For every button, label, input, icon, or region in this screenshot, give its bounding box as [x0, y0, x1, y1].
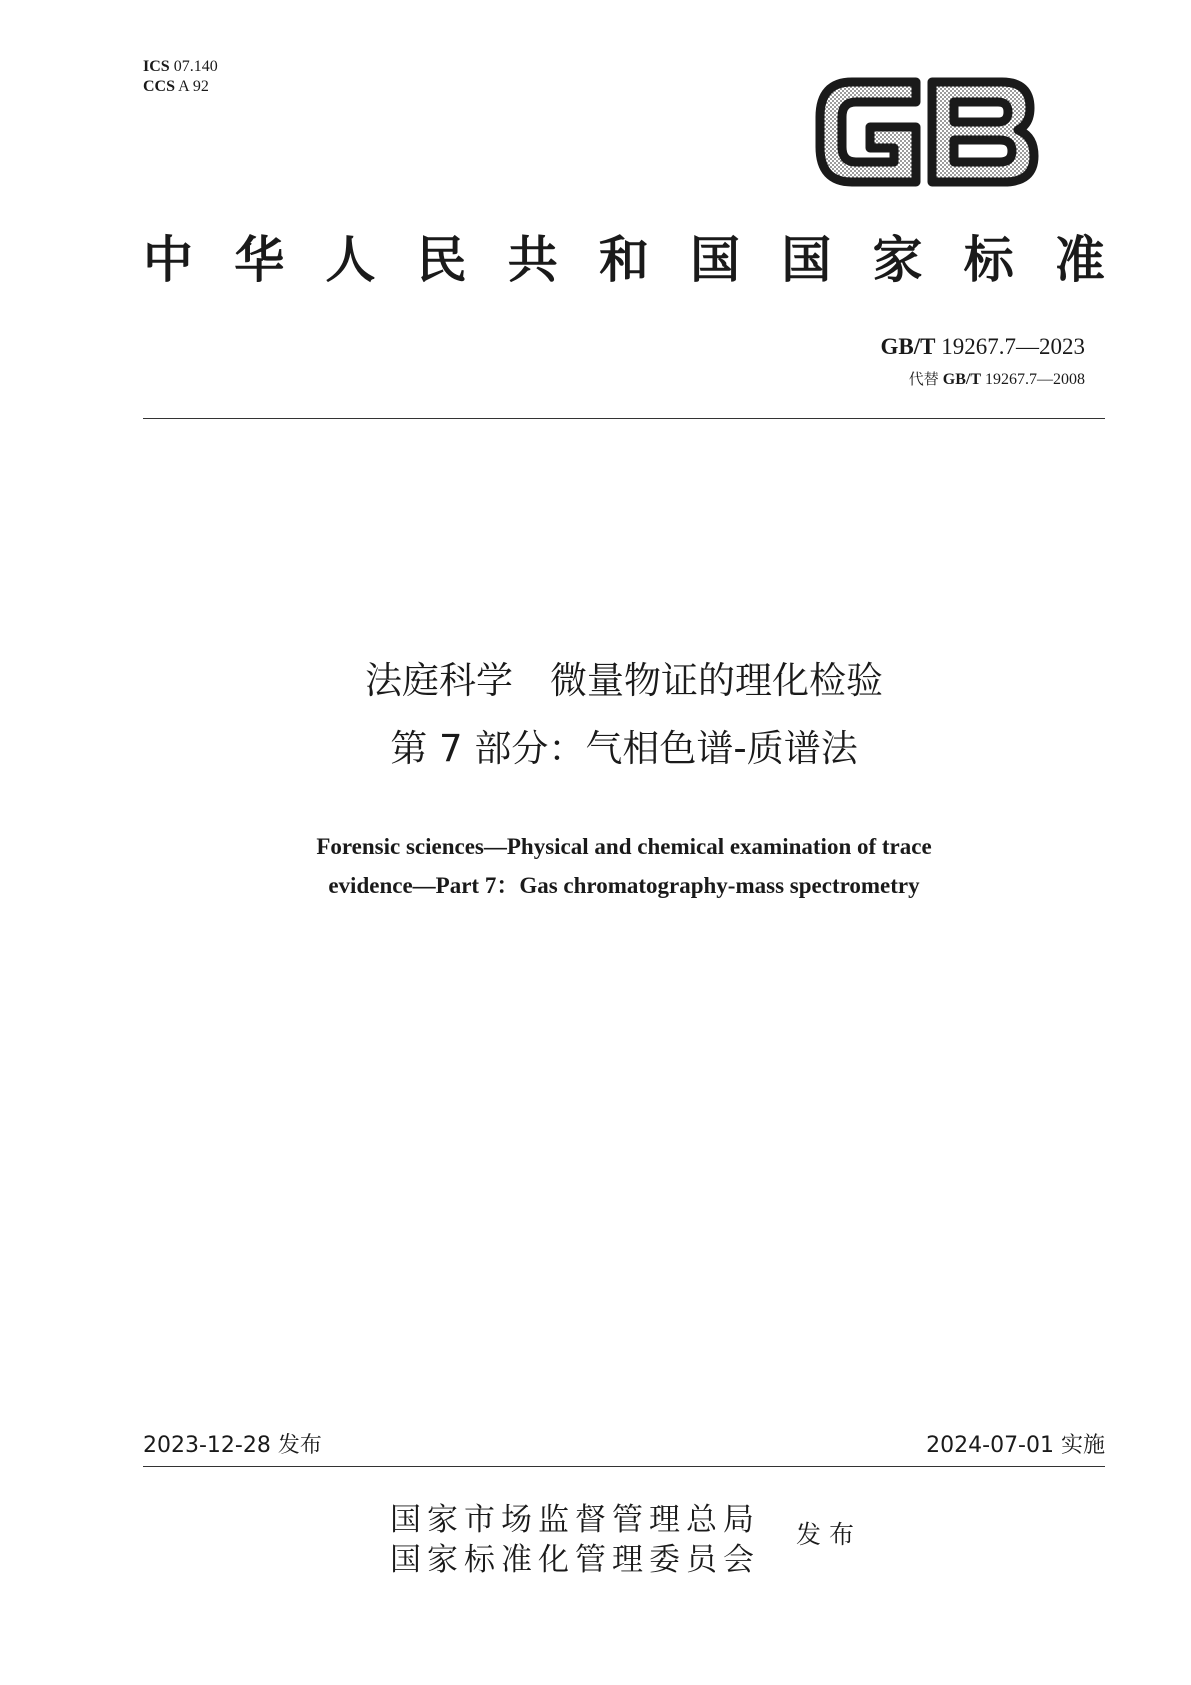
- ccs-label: CCS: [143, 78, 176, 95]
- heading-char: 人: [325, 230, 376, 289]
- ics-code: [143, 57, 218, 77]
- title-cn-line1: 法庭科学 微量物证的理化检验: [365, 659, 883, 702]
- ccs-code: [143, 77, 218, 97]
- title-cn-line2: 第 7 部分：气相色谱-质谱法: [390, 727, 858, 770]
- heading-char: 国: [690, 230, 741, 289]
- issuer-line1: 国家市场监督管理总局: [390, 1502, 760, 1538]
- issue-date: 2023-12-28 发布: [143, 1433, 322, 1458]
- issuing-authorities: [390, 1500, 760, 1580]
- heading-char: 和: [598, 230, 649, 289]
- heading-char: 国: [781, 230, 832, 289]
- effective-date: 2024-07-01 实施: [926, 1433, 1105, 1458]
- gb-logo-b: [932, 82, 1034, 182]
- ics-value: 07.140: [173, 58, 218, 75]
- standard-number: [881, 333, 1085, 361]
- publish-label: 发布: [796, 1520, 863, 1549]
- header-divider: [143, 418, 1105, 419]
- title-en-line1: Forensic sciences—Physical and chemical examination of trace: [316, 834, 932, 859]
- replaces-label: 代替: [908, 370, 939, 388]
- heading-char: 标: [963, 230, 1014, 289]
- ics-label: ICS: [143, 58, 170, 75]
- issuer-line2: 国家标准化管理委员会: [390, 1542, 760, 1578]
- footer-divider: [143, 1466, 1105, 1467]
- gb-logo-g: [820, 82, 916, 182]
- gb-logo: [812, 72, 1042, 192]
- title-en-line2: evidence—Part 7：Gas chromatography-mass spectrometry: [328, 873, 920, 898]
- heading-char: 华: [234, 230, 285, 289]
- heading-char: 共: [507, 230, 558, 289]
- replaces-standard: [909, 369, 1085, 390]
- standard-number-value: 19267.7—2023: [941, 334, 1085, 359]
- classification-codes: [143, 57, 218, 97]
- national-standard-heading: [143, 230, 1105, 290]
- replaces-prefix: GB/T: [942, 371, 981, 388]
- heading-char: 民: [416, 230, 467, 289]
- heading-char: 准: [1054, 230, 1105, 289]
- replaces-number: 19267.7—2008: [985, 371, 1085, 388]
- heading-char: 家: [872, 230, 923, 289]
- heading-char: 中: [143, 230, 193, 289]
- standard-number-prefix: GB/T: [880, 334, 936, 359]
- ccs-value: A 92: [178, 78, 209, 95]
